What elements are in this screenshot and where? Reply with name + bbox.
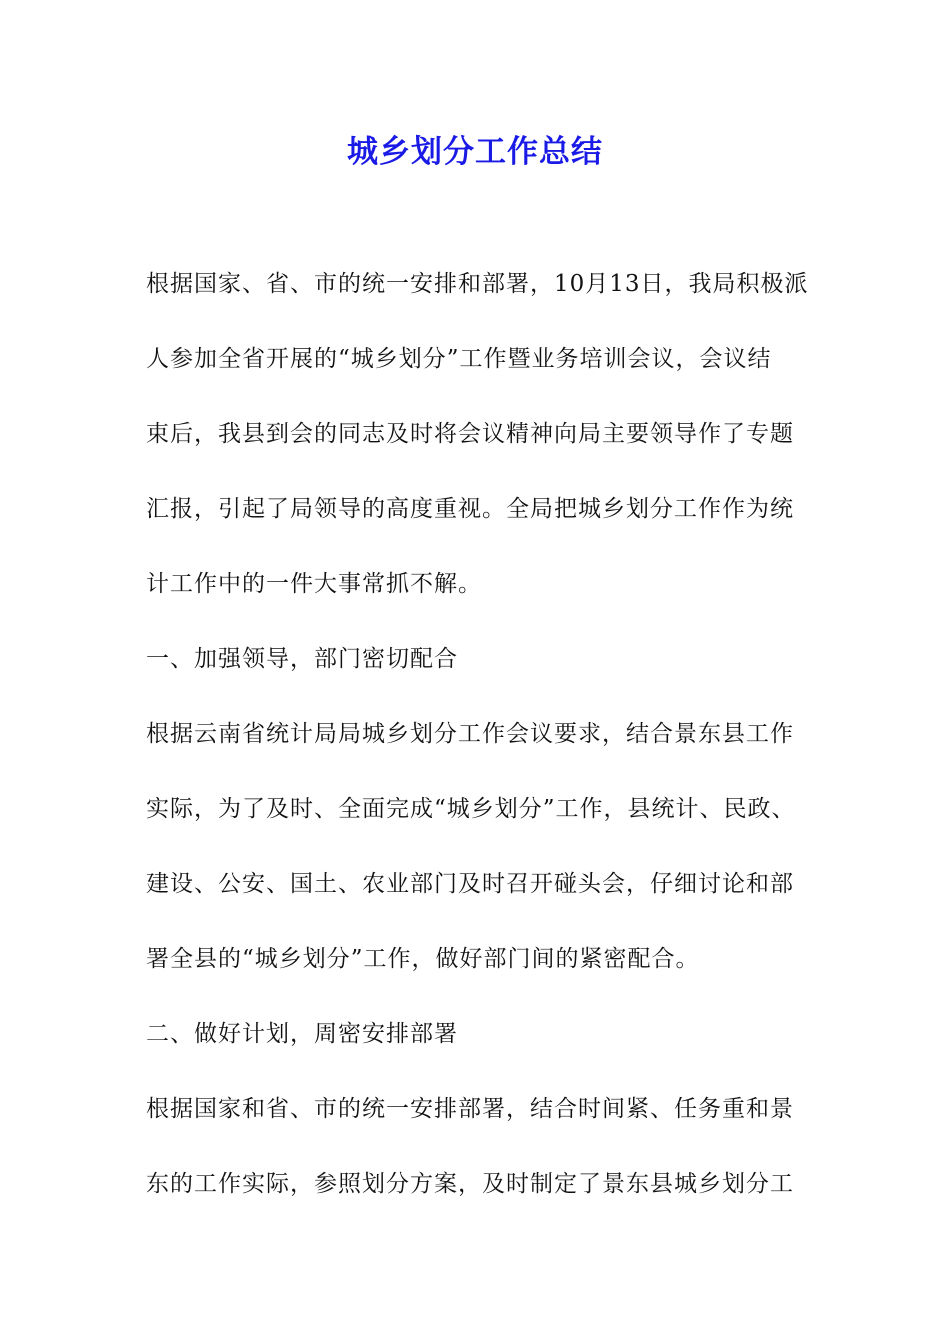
body-line-12: 根据国家和省、市的统一安排部署，结合时间紧、任务重和景: [146, 1096, 794, 1122]
body-line-5: 计工作中的一件大事常抓不解。: [146, 571, 482, 597]
section-heading-2: 二、做好计划，周密安排部署: [146, 1021, 458, 1047]
section-heading-1: 一、加强领导，部门密切配合: [146, 646, 458, 672]
body-line-9: 建设、公安、国土、农业部门及时召开碰头会，仔细讨论和部: [146, 871, 794, 897]
document-title: 城乡划分工作总结: [347, 134, 603, 170]
body-line-1: 根据国家、省、市的统一安排和部署，10月13日，我局积极派: [146, 271, 809, 297]
body-line-10: 署全县的“城乡划分”工作，做好部门间的紧密配合。: [146, 946, 700, 972]
body-line-13: 东的工作实际，参照划分方案，及时制定了景东县城乡划分工: [146, 1171, 794, 1197]
body-line-7: 根据云南省统计局局城乡划分工作会议要求，结合景东县工作: [146, 721, 794, 747]
body-line-2: 人参加全省开展的“城乡划分”工作暨业务培训会议，会议结: [146, 346, 772, 372]
body-line-4: 汇报，引起了局领导的高度重视。全局把城乡划分工作作为统: [146, 496, 794, 522]
body-line-3: 束后，我县到会的同志及时将会议精神向局主要领导作了专题: [146, 421, 794, 447]
body-line-8: 实际，为了及时、全面完成“城乡划分”工作，县统计、民政、: [146, 796, 796, 822]
